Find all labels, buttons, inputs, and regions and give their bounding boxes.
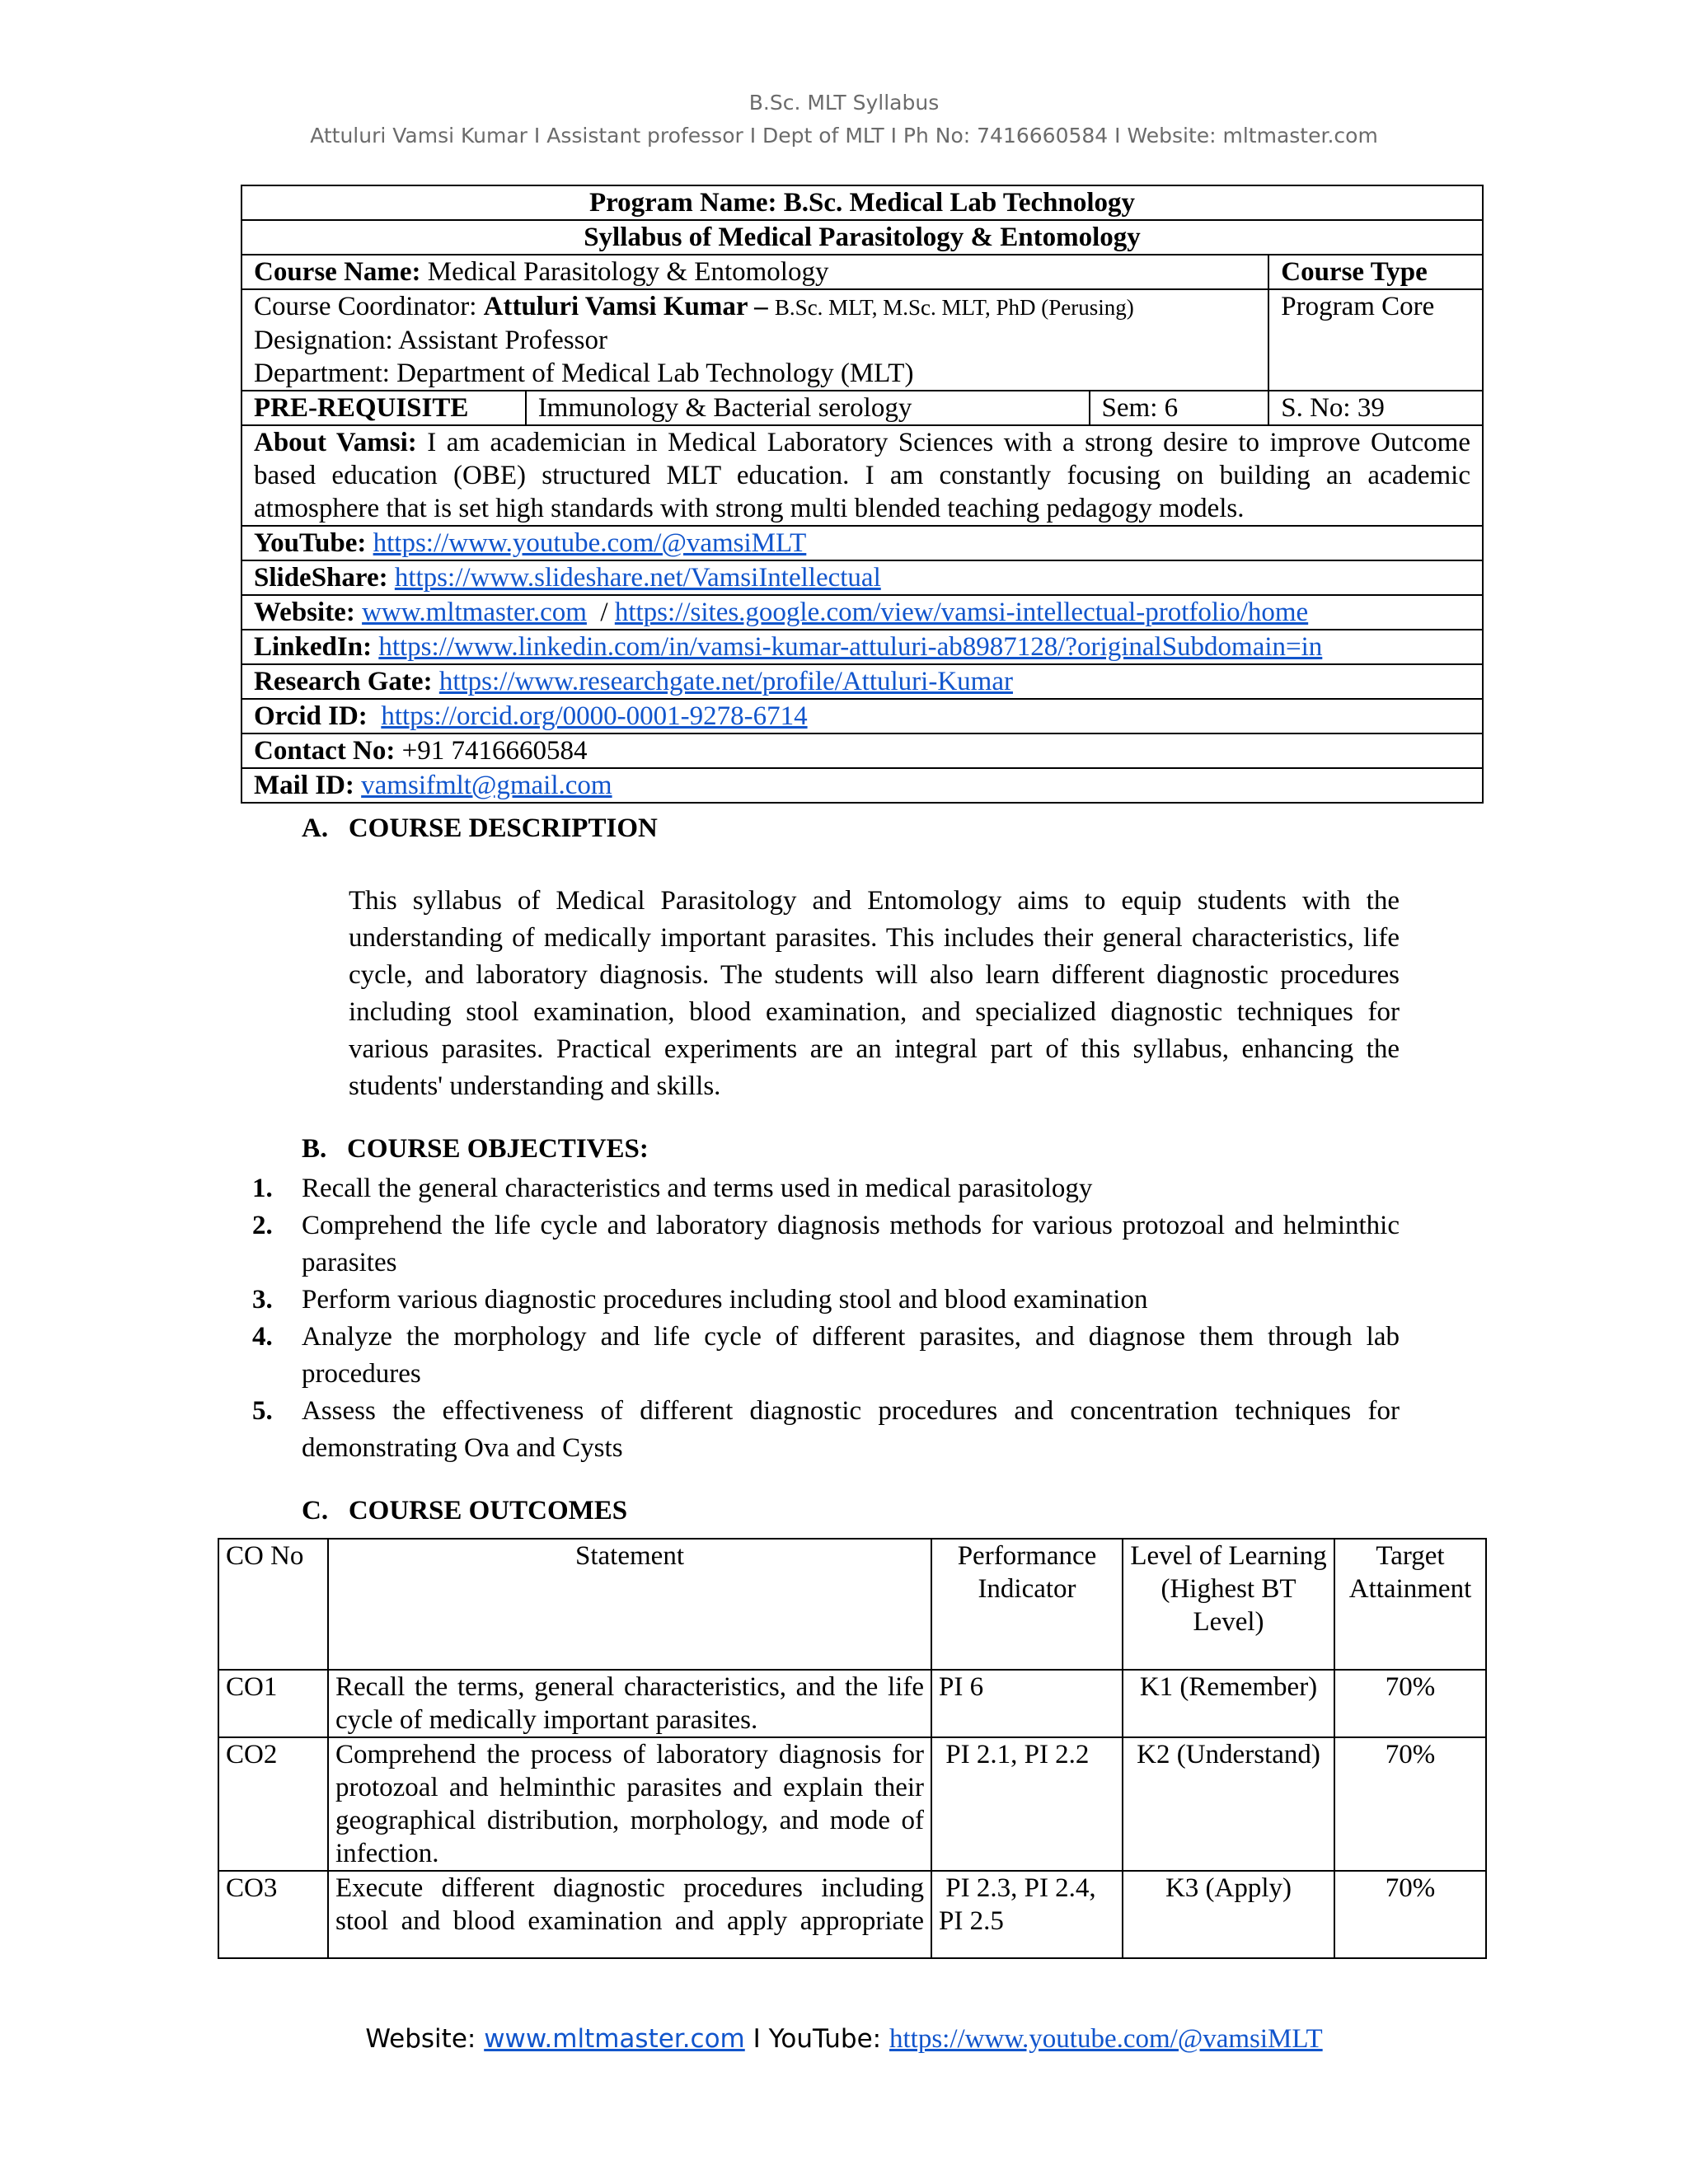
coordinator-label: Course Coordinator: (254, 292, 484, 321)
serial-number: S. No: 39 (1268, 391, 1483, 425)
co-statement: Recall the terms, general characteristics, and the life cycle of medically important parasites. (328, 1670, 931, 1737)
statement-header: Statement (328, 1539, 931, 1670)
mail-row (241, 768, 1483, 803)
slideshare-label: SlideShare: (254, 563, 395, 593)
course-name-value: Medical Parasitology & Entomology (420, 257, 829, 287)
orcid-label: Orcid ID: (254, 701, 382, 731)
coordinator-cell (241, 289, 1268, 391)
pi-header: Performance Indicator (931, 1539, 1123, 1670)
co-statement: Execute different diagnostic procedures including stool and blood examination and apply appropriate (328, 1871, 931, 1958)
about-row (241, 425, 1483, 526)
objectives-list (252, 1170, 1400, 1467)
co-number: CO1 (218, 1670, 328, 1737)
department: Department: Department of Medical Lab Technology (MLT) (254, 359, 914, 388)
co-level: K1 (Remember) (1123, 1670, 1334, 1737)
footer-website-link[interactable]: www.mltmaster.com (484, 2024, 745, 2054)
co-pi: PI 2.3, PI 2.4, PI 2.5 (931, 1871, 1123, 1958)
list-item: 1. Recall the general characteristics and terms used in medical parasitology (252, 1174, 1093, 1203)
syllabus-title: Syllabus of Medical Parasitology & Entomology (241, 220, 1483, 255)
linkedin-row (241, 630, 1483, 664)
slideshare-link[interactable]: https://www.slideshare.net/VamsiIntellectual (394, 563, 881, 593)
co-no-header: CO No (218, 1539, 328, 1670)
course-name-cell (241, 255, 1268, 289)
prereq-value: Immunology & Bacterial serology (526, 391, 1090, 425)
program-name: Program Name: B.Sc. Medical Lab Technology (241, 185, 1483, 220)
orcid-link[interactable]: https://orcid.org/0000-0001-9278-6714 (381, 701, 808, 731)
researchgate-label: Research Gate: (254, 667, 439, 696)
co-number: CO2 (218, 1737, 328, 1871)
website-row (241, 595, 1483, 630)
level-header: Level of Learning (Highest BT Level) (1123, 1539, 1334, 1670)
co-statement: Comprehend the process of laboratory diagnosis for protozoal and helminthic parasites and explain their geographical distribution, morphology, and mode of infection. (328, 1737, 931, 1871)
footer-separator: I YouTube: (744, 2024, 889, 2054)
list-item: 3. Perform various diagnostic procedures including stool and blood examination (252, 1285, 1148, 1315)
course-description-text: This syllabus of Medical Parasitology and Entomology aims to equip students with the understanding of medically important parasites. This includes their general characteristics, life cycle, and laboratory diagnosis. The students will also learn different diagnostic procedures including stool examination, blood examination, and specialized diagnostic techniques for various parasites. Practical experiments are an integral part of this syllabus, enhancing the students' understanding and skills. (349, 886, 1400, 1101)
header-title: B.Sc. MLT Syllabus (748, 91, 940, 115)
footer-website-label: Website: (365, 2024, 485, 2054)
co-target: 70% (1334, 1737, 1486, 1871)
prereq-label: PRE-REQUISITE (241, 391, 526, 425)
contact-row (241, 733, 1483, 768)
prerequisite-row (241, 391, 1483, 425)
course-name-label: Course Name: (254, 257, 421, 287)
mail-link[interactable]: vamsifmlt@gmail.com (361, 771, 612, 800)
coordinator-row (241, 289, 1483, 391)
website-link[interactable]: www.mltmaster.com (362, 598, 587, 627)
researchgate-link[interactable]: https://www.researchgate.net/profile/Attuluri-Kumar (438, 667, 1013, 696)
course-type-label: Course Type (1268, 255, 1483, 289)
semester: Sem: 6 (1090, 391, 1269, 425)
co-target: 70% (1334, 1670, 1486, 1737)
course-description-heading: A. COURSE DESCRIPTION (302, 813, 658, 843)
course-objectives-heading: B. COURSE OBJECTIVES: (302, 1134, 649, 1164)
footer-youtube-link[interactable]: https://www.youtube.com/@vamsiMLT (889, 2024, 1323, 2054)
header-author-line: Attuluri Vamsi Kumar I Assistant professor I Dept of MLT I Ph No: 7416660584 I Website: mltmaster.com (310, 124, 1378, 148)
designation: Designation: Assistant Professor (254, 326, 607, 355)
syllabus-title-row (241, 220, 1483, 255)
list-item: 2. Comprehend the life cycle and laboratory diagnosis methods for various protozoal and helminthic parasites (252, 1211, 1400, 1277)
orcid-row (241, 699, 1483, 733)
co-target: 70% (1334, 1871, 1486, 1958)
mail-label: Mail ID: (254, 771, 362, 800)
co-number: CO3 (218, 1871, 328, 1958)
co-level: K2 (Understand) (1123, 1737, 1334, 1871)
table-row (218, 1670, 1486, 1737)
course-name-row (241, 255, 1483, 289)
about-cell (241, 425, 1483, 526)
youtube-row (241, 526, 1483, 560)
about-text: I am academician in Medical Laboratory Sciences with a strong desire to improve Outcome based education (OBE) structured MLT education. I am constantly focusing on building an academic atmosphere that is set high standards with strong multi blended teaching pedagogy models. (254, 428, 1470, 523)
contact-value: +91 7416660584 (395, 736, 588, 766)
researchgate-row (241, 664, 1483, 699)
list-item: 4. Analyze the morphology and life cycle of different parasites, and diagnose them through lab procedures (252, 1322, 1400, 1389)
slideshare-row (241, 560, 1483, 595)
co-pi: PI 2.1, PI 2.2 (931, 1737, 1123, 1871)
outcomes-header-row (218, 1539, 1486, 1670)
contact-label: Contact No: (254, 736, 396, 766)
table-row (218, 1737, 1486, 1871)
list-item: 5. Assess the effectiveness of different diagnostic procedures and concentration techniques for demonstrating Ova and Cysts (252, 1396, 1400, 1463)
co-level: K3 (Apply) (1123, 1871, 1334, 1958)
co-pi: PI 6 (931, 1670, 1123, 1737)
program-name-row (241, 185, 1483, 220)
portfolio-link[interactable]: https://sites.google.com/view/vamsi-intellectual-protfolio/home (614, 598, 1309, 627)
linkedin-label: LinkedIn: (254, 632, 379, 662)
course-info-table (241, 185, 1484, 804)
course-outcomes-heading: C. COURSE OUTCOMES (302, 1496, 628, 1526)
coordinator-quals: B.Sc. MLT, M.Sc. MLT, PhD (Perusing) (774, 295, 1134, 320)
page-footer (0, 2024, 1688, 2055)
course-outcomes-table (218, 1538, 1487, 1959)
target-header: Target Attainment (1334, 1539, 1486, 1670)
about-label: About Vamsi: (254, 428, 417, 457)
coordinator-name: Attuluri Vamsi Kumar – (483, 292, 775, 321)
website-separator: / (586, 598, 615, 627)
linkedin-link[interactable]: https://www.linkedin.com/in/vamsi-kumar-attuluri-ab8987128/?originalSubdomain=in (378, 632, 1323, 662)
youtube-link[interactable]: https://www.youtube.com/@vamsiMLT (373, 528, 807, 558)
youtube-label: YouTube: (254, 528, 373, 558)
table-row (218, 1871, 1486, 1958)
website-label: Website: (254, 598, 363, 627)
course-type-value: Program Core (1268, 289, 1483, 391)
